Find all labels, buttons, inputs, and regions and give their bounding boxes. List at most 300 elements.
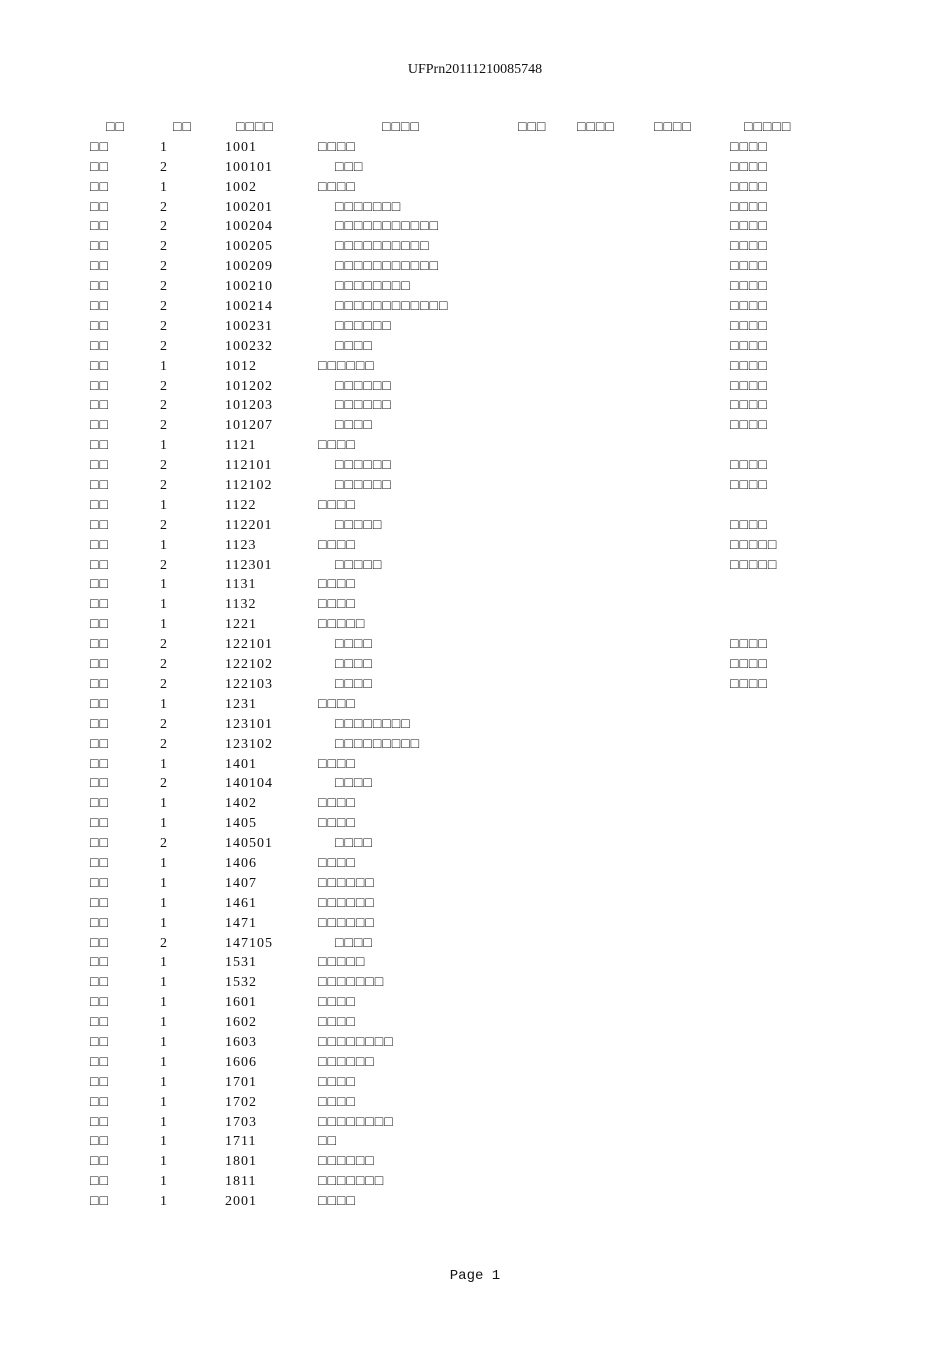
table-row [0, 337, 950, 357]
table-row [0, 416, 950, 436]
page-number: Page 1 [449, 1268, 501, 1284]
code-cell: 1703 [225, 1114, 257, 1130]
type-cell: □□ [90, 1154, 109, 1170]
level-cell: 1 [160, 875, 168, 891]
name-cell: □□□□□ [335, 557, 383, 573]
level-cell: 1 [160, 1114, 168, 1130]
level-cell: 1 [160, 1034, 168, 1050]
code-cell: 100214 [225, 299, 273, 315]
type-cell: □□ [90, 259, 109, 275]
table-row [0, 715, 950, 735]
level-cell: 2 [160, 657, 168, 673]
code-cell: 1602 [225, 1015, 257, 1031]
code-cell: 112102 [225, 478, 273, 494]
level-cell: 2 [160, 776, 168, 792]
table-row [0, 1073, 950, 1093]
type-cell: □□ [90, 159, 109, 175]
type-cell: □□ [90, 1134, 109, 1150]
name-cell: □□□□ [318, 577, 356, 593]
category-cell: □□□□ [730, 676, 768, 692]
type-cell: □□ [90, 219, 109, 235]
header-cell: □□□□ [577, 120, 615, 135]
code-cell: 101207 [225, 418, 273, 434]
code-cell: 122102 [225, 657, 273, 673]
level-cell: 1 [160, 497, 168, 513]
level-cell: 1 [160, 915, 168, 931]
level-cell: 2 [160, 716, 168, 732]
code-cell: 1407 [225, 875, 257, 891]
table-body [0, 138, 950, 1212]
category-cell: □□□□ [730, 199, 768, 215]
name-cell: □□□□ [318, 855, 356, 871]
code-cell: 122103 [225, 676, 273, 692]
type-cell: □□ [90, 458, 109, 474]
type-cell: □□ [90, 179, 109, 195]
type-cell: □□ [90, 915, 109, 931]
table-row [0, 257, 950, 277]
level-cell: 2 [160, 736, 168, 752]
name-cell: □□□□ [318, 696, 356, 712]
type-cell: □□ [90, 637, 109, 653]
level-cell: 2 [160, 378, 168, 394]
type-cell: □□ [90, 1015, 109, 1031]
level-cell: 2 [160, 478, 168, 494]
table-row [0, 675, 950, 695]
table-row [0, 158, 950, 178]
level-cell: 1 [160, 617, 168, 633]
category-cell: □□□□ [730, 657, 768, 673]
type-cell: □□ [90, 557, 109, 573]
code-cell: 1811 [225, 1174, 257, 1190]
code-cell: 1801 [225, 1154, 257, 1170]
level-cell: 1 [160, 855, 168, 871]
type-cell: □□ [90, 478, 109, 494]
name-cell: □□□□□ [335, 517, 383, 533]
name-cell: □□□□ [318, 438, 356, 454]
code-cell: 112301 [225, 557, 273, 573]
level-cell: 1 [160, 1074, 168, 1090]
table-row [0, 237, 950, 257]
table-row [0, 695, 950, 715]
name-cell: □□□□□□□□□□ [335, 239, 430, 255]
type-cell: □□ [90, 577, 109, 593]
header-cell: □□□ [518, 120, 547, 135]
table-row [0, 1132, 950, 1152]
code-cell: 100205 [225, 239, 273, 255]
name-cell: □□□□ [318, 816, 356, 832]
table-row [0, 1053, 950, 1073]
name-cell: □□□□□□□□□ [335, 736, 421, 752]
name-cell: □□□□ [318, 1094, 356, 1110]
code-cell: 1221 [225, 617, 257, 633]
level-cell: 2 [160, 239, 168, 255]
name-cell: □□□□□□ [335, 318, 392, 334]
level-cell: 2 [160, 418, 168, 434]
table-row [0, 635, 950, 655]
level-cell: 2 [160, 199, 168, 215]
level-cell: 2 [160, 398, 168, 414]
code-cell: 1402 [225, 796, 257, 812]
code-cell: 140104 [225, 776, 273, 792]
level-cell: 1 [160, 1174, 168, 1190]
header-cell: □□ [173, 120, 192, 135]
type-cell: □□ [90, 1074, 109, 1090]
code-cell: 1002 [225, 179, 257, 195]
code-cell: 100201 [225, 199, 273, 215]
name-cell: □□□□ [335, 776, 373, 792]
name-cell: □□□□ [318, 537, 356, 553]
code-cell: 123101 [225, 716, 273, 732]
type-cell: □□ [90, 796, 109, 812]
type-cell: □□ [90, 497, 109, 513]
code-cell: 122101 [225, 637, 273, 653]
table-row [0, 755, 950, 775]
code-cell: 1401 [225, 756, 257, 772]
table-row [0, 377, 950, 397]
table-row [0, 476, 950, 496]
table-row [0, 854, 950, 874]
type-cell: □□ [90, 378, 109, 394]
code-cell: 101202 [225, 378, 273, 394]
table-row [0, 516, 950, 536]
level-cell: 1 [160, 756, 168, 772]
type-cell: □□ [90, 358, 109, 374]
level-cell: 2 [160, 637, 168, 653]
type-cell: □□ [90, 816, 109, 832]
name-cell: □□□□ [335, 657, 373, 673]
level-cell: 1 [160, 1094, 168, 1110]
table-row [0, 178, 950, 198]
name-cell: □□□□ [318, 1074, 356, 1090]
code-cell: 1471 [225, 915, 257, 931]
level-cell: 2 [160, 279, 168, 295]
code-cell: 1405 [225, 816, 257, 832]
code-cell: 112101 [225, 458, 273, 474]
category-cell: □□□□ [730, 179, 768, 195]
name-cell: □□□□□□□□□□□ [335, 259, 440, 275]
code-cell: 1461 [225, 895, 257, 911]
level-cell: 1 [160, 796, 168, 812]
level-cell: 1 [160, 816, 168, 832]
table-row [0, 973, 950, 993]
name-cell: □□□□□□□□ [335, 279, 411, 295]
type-cell: □□ [90, 776, 109, 792]
code-cell: 140501 [225, 836, 273, 852]
table-row [0, 357, 950, 377]
category-cell: □□□□ [730, 358, 768, 374]
name-cell: □□□□ [318, 179, 356, 195]
name-cell: □□□□ [335, 418, 373, 434]
table-row [0, 1113, 950, 1133]
code-cell: 1531 [225, 955, 257, 971]
type-cell: □□ [90, 438, 109, 454]
code-cell: 1123 [225, 537, 257, 553]
category-cell: □□□□ [730, 458, 768, 474]
table-row [0, 1172, 950, 1192]
name-cell: □□□□□□□□ [318, 1114, 394, 1130]
table-row [0, 1152, 950, 1172]
level-cell: 1 [160, 975, 168, 991]
level-cell: 2 [160, 259, 168, 275]
table-row [0, 217, 950, 237]
table-row [0, 436, 950, 456]
table-row [0, 914, 950, 934]
type-cell: □□ [90, 1054, 109, 1070]
level-cell: 2 [160, 318, 168, 334]
category-cell: □□□□ [730, 398, 768, 414]
category-cell: □□□□ [730, 139, 768, 155]
type-cell: □□ [90, 676, 109, 692]
name-cell: □□□□ [318, 1015, 356, 1031]
level-cell: 2 [160, 299, 168, 315]
table-row [0, 794, 950, 814]
name-cell: □□□□□□□□□□□ [335, 219, 440, 235]
level-cell: 1 [160, 1054, 168, 1070]
code-cell: 1701 [225, 1074, 257, 1090]
code-cell: 100210 [225, 279, 273, 295]
type-cell: □□ [90, 338, 109, 354]
level-cell: 2 [160, 676, 168, 692]
level-cell: 2 [160, 219, 168, 235]
level-cell: 2 [160, 159, 168, 175]
code-cell: 1001 [225, 139, 257, 155]
table-row [0, 277, 950, 297]
table-row [0, 1192, 950, 1212]
type-cell: □□ [90, 995, 109, 1011]
category-cell: □□□□ [730, 318, 768, 334]
name-cell: □□□□□□ [335, 378, 392, 394]
table-row [0, 1013, 950, 1033]
level-cell: 1 [160, 1015, 168, 1031]
name-cell: □□□□ [335, 836, 373, 852]
table-row [0, 456, 950, 476]
type-cell: □□ [90, 955, 109, 971]
code-cell: 1532 [225, 975, 257, 991]
level-cell: 2 [160, 836, 168, 852]
name-cell: □□□□ [335, 676, 373, 692]
type-cell: □□ [90, 895, 109, 911]
type-cell: □□ [90, 1094, 109, 1110]
name-cell: □□□□□□□ [335, 199, 402, 215]
category-cell: □□□□ [730, 239, 768, 255]
table-row [0, 774, 950, 794]
name-cell: □□□□ [318, 597, 356, 613]
code-cell: 1231 [225, 696, 257, 712]
category-cell: □□□□ [730, 517, 768, 533]
type-cell: □□ [90, 517, 109, 533]
table-row [0, 595, 950, 615]
level-cell: 1 [160, 597, 168, 613]
type-cell: □□ [90, 836, 109, 852]
code-cell: 1131 [225, 577, 257, 593]
code-cell: 1702 [225, 1094, 257, 1110]
code-cell: 1606 [225, 1054, 257, 1070]
table-row [0, 556, 950, 576]
table-row [0, 993, 950, 1013]
type-cell: □□ [90, 199, 109, 215]
type-cell: □□ [90, 1114, 109, 1130]
code-cell: 112201 [225, 517, 273, 533]
category-cell: □□□□ [730, 378, 768, 394]
name-cell: □□□□□□ [335, 458, 392, 474]
type-cell: □□ [90, 875, 109, 891]
table-row [0, 297, 950, 317]
level-cell: 2 [160, 458, 168, 474]
name-cell: □□ [318, 1134, 337, 1150]
type-cell: □□ [90, 139, 109, 155]
table-row [0, 953, 950, 973]
code-cell: 101203 [225, 398, 273, 414]
table-row [0, 1093, 950, 1113]
table-row [0, 735, 950, 755]
type-cell: □□ [90, 1034, 109, 1050]
code-cell: 100232 [225, 338, 273, 354]
name-cell: □□□□ [318, 796, 356, 812]
name-cell: □□□□□ [318, 617, 366, 633]
level-cell: 1 [160, 358, 168, 374]
level-cell: 1 [160, 955, 168, 971]
table-row [0, 496, 950, 516]
name-cell: □□□□ [318, 995, 356, 1011]
category-cell: □□□□ [730, 159, 768, 175]
name-cell: □□□□□□ [335, 478, 392, 494]
type-cell: □□ [90, 318, 109, 334]
type-cell: □□ [90, 398, 109, 414]
name-cell: □□□□□□□ [318, 975, 385, 991]
type-cell: □□ [90, 239, 109, 255]
table-row [0, 934, 950, 954]
name-cell: □□□□□□ [318, 1154, 375, 1170]
name-cell: □□□□□□ [318, 895, 375, 911]
type-cell: □□ [90, 279, 109, 295]
level-cell: 1 [160, 179, 168, 195]
name-cell: □□□□□□ [335, 398, 392, 414]
name-cell: □□□□□ [318, 955, 366, 971]
level-cell: 2 [160, 338, 168, 354]
account-table [0, 118, 950, 1212]
table-row [0, 834, 950, 854]
level-cell: 1 [160, 537, 168, 553]
name-cell: □□□□□□ [318, 875, 375, 891]
name-cell: □□□ [335, 159, 364, 175]
category-cell: □□□□□ [730, 557, 778, 573]
table-row [0, 198, 950, 218]
table-row [0, 615, 950, 635]
type-cell: □□ [90, 716, 109, 732]
code-cell: 1603 [225, 1034, 257, 1050]
code-cell: 1012 [225, 358, 257, 374]
category-cell: □□□□ [730, 259, 768, 275]
table-row [0, 317, 950, 337]
type-cell: □□ [90, 696, 109, 712]
level-cell: 1 [160, 995, 168, 1011]
table-row [0, 396, 950, 416]
level-cell: 1 [160, 139, 168, 155]
level-cell: 1 [160, 577, 168, 593]
type-cell: □□ [90, 597, 109, 613]
table-row [0, 536, 950, 556]
table-row [0, 1033, 950, 1053]
code-cell: 1122 [225, 497, 257, 513]
code-cell: 123102 [225, 736, 273, 752]
name-cell: □□□□□□□□ [335, 716, 411, 732]
name-cell: □□□□ [318, 756, 356, 772]
category-cell: □□□□ [730, 219, 768, 235]
name-cell: □□□□ [318, 1194, 356, 1210]
header-cell: □□□□ [654, 120, 692, 135]
table-row [0, 874, 950, 894]
name-cell: □□□□□□□□□□□□ [335, 299, 449, 315]
table-row [0, 575, 950, 595]
type-cell: □□ [90, 1174, 109, 1190]
name-cell: □□□□□□ [318, 358, 375, 374]
code-cell: 100101 [225, 159, 273, 175]
code-cell: 100204 [225, 219, 273, 235]
type-cell: □□ [90, 537, 109, 553]
level-cell: 1 [160, 438, 168, 454]
name-cell: □□□□ [335, 935, 373, 951]
header-cell: □□□□ [236, 120, 274, 135]
code-cell: 1406 [225, 855, 257, 871]
table-row [0, 138, 950, 158]
level-cell: 1 [160, 1154, 168, 1170]
code-cell: 147105 [225, 935, 273, 951]
code-cell: 2001 [225, 1194, 257, 1210]
level-cell: 2 [160, 935, 168, 951]
name-cell: □□□□□□□□ [318, 1034, 394, 1050]
table-row [0, 655, 950, 675]
header-cell: □□□□ [382, 120, 420, 135]
type-cell: □□ [90, 617, 109, 633]
header-cell: □□ [106, 120, 125, 135]
name-cell: □□□□ [335, 637, 373, 653]
type-cell: □□ [90, 299, 109, 315]
category-cell: □□□□ [730, 279, 768, 295]
type-cell: □□ [90, 736, 109, 752]
table-row [0, 814, 950, 834]
name-cell: □□□□□□ [318, 915, 375, 931]
type-cell: □□ [90, 657, 109, 673]
type-cell: □□ [90, 975, 109, 991]
category-cell: □□□□ [730, 338, 768, 354]
name-cell: □□□□ [335, 338, 373, 354]
type-cell: □□ [90, 1194, 109, 1210]
name-cell: □□□□ [318, 139, 356, 155]
level-cell: 2 [160, 557, 168, 573]
code-cell: 100231 [225, 318, 273, 334]
category-cell: □□□□ [730, 418, 768, 434]
category-cell: □□□□ [730, 637, 768, 653]
type-cell: □□ [90, 756, 109, 772]
table-header-row [0, 118, 950, 138]
type-cell: □□ [90, 935, 109, 951]
type-cell: □□ [90, 855, 109, 871]
category-cell: □□□□□ [730, 537, 778, 553]
level-cell: 1 [160, 1134, 168, 1150]
code-cell: 100209 [225, 259, 273, 275]
code-cell: 1711 [225, 1134, 257, 1150]
page-title: UFPrn20111210085748 [407, 62, 543, 77]
header-cell: □□□□□ [744, 120, 792, 135]
level-cell: 2 [160, 517, 168, 533]
level-cell: 1 [160, 1194, 168, 1210]
category-cell: □□□□ [730, 299, 768, 315]
code-cell: 1132 [225, 597, 257, 613]
type-cell: □□ [90, 418, 109, 434]
name-cell: □□□□□□□ [318, 1174, 385, 1190]
level-cell: 1 [160, 696, 168, 712]
name-cell: □□□□ [318, 497, 356, 513]
